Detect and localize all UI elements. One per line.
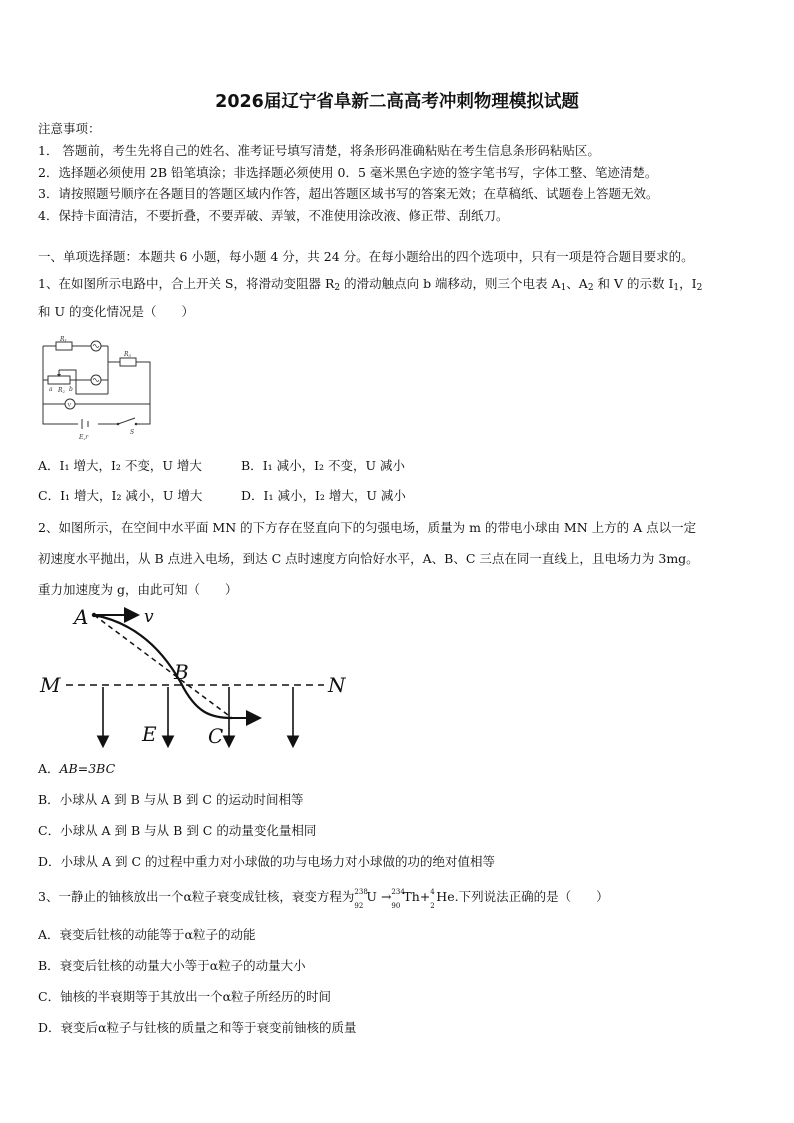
fig-label-a: a — [49, 386, 53, 393]
q3-stem: 3、一静止的铀核放出一个α粒子衰变成钍核，衰变方程为 238 92 U → 234 90 Th+ 4 2 He.下列说法正确的是（ ） — [38, 888, 609, 910]
page-title: 2026届辽宁省阜新二高高考冲刺物理模拟试题 — [215, 92, 579, 112]
q1-option-d[interactable]: D．I₁ 减小，I₂ 增大，U 减小 — [241, 488, 406, 503]
fig-label-E: E — [142, 722, 157, 746]
fig-label-r1: R1 — [60, 336, 68, 343]
fig-label-N: N — [328, 673, 346, 697]
fig-label-M: M — [40, 673, 61, 697]
fig-label-B: B — [174, 660, 189, 684]
q1-circuit-figure — [38, 332, 158, 444]
fig-label-r2: R2 — [58, 387, 66, 394]
q3-option-d[interactable]: D．衰变后α粒子与钍核的质量之和等于衰变前铀核的质量 — [38, 1020, 357, 1035]
q1-stem-line1: 1、在如图所示电路中，合上开关 S，将滑动变阻器 $R_2$ 的滑动触点向 b 端移动，则三个电表 $A_1$、$A_2$ 和 V 的示数 $I_1$，$I_2$ — [38, 276, 703, 293]
notice-item-2: 2．选择题必须使用 2B 铅笔填涂；非选择题必须使用 0．5 毫米黑色字迹的签字笔书写，字体工整、笔迹清楚。 — [38, 165, 658, 180]
notice-item-3: 3．请按照题号顺序在各题目的答题区域内作答，超出答题区域书写的答案无效；在草稿纸、试题卷上答题无效。 — [38, 186, 659, 201]
q1-stem-line2: 和 U 的变化情况是（ ） — [38, 304, 194, 319]
notice-item-4: 4．保持卡面清洁，不要折叠，不要弄破、弄皱，不准使用涂改液、修正带、刮纸刀。 — [38, 208, 509, 223]
notice-heading: 注意事项： — [38, 121, 101, 136]
fig-label-er: E,r — [79, 434, 89, 441]
q1-option-b[interactable]: B．I₁ 减小，I₂ 不变，U 减小 — [241, 458, 406, 473]
q1-option-a[interactable]: A．I₁ 增大，I₂ 不变，U 增大 — [38, 458, 202, 473]
q2-trajectory-figure — [36, 605, 356, 755]
q2-stem-line2: 初速度水平抛出，从 B 点进入电场，到达 C 点时速度方向恰好水平，A、B、C 三点在同一直线上，且电场力为 3mg。 — [38, 551, 699, 566]
fig-label-r3: R3 — [124, 351, 132, 358]
nuclide-uranium: 238 92 U — [354, 888, 377, 910]
q2-option-c[interactable]: C．小球从 A 到 B 与从 B 到 C 的动量变化量相同 — [38, 823, 317, 838]
fig-voltmeter-label: V — [67, 402, 72, 409]
q2-stem-line3: 重力加速度为 g，由此可知（ ） — [38, 582, 238, 597]
q1-option-c[interactable]: C．I₁ 增大，I₂ 减小，U 增大 — [38, 488, 203, 503]
q2-stem-line1: 2、如图所示，在空间中水平面 MN 的下方存在竖直向下的匀强电场，质量为 m 的带电小球由 MN 上方的 A 点以一定 — [38, 520, 697, 535]
fig-label-C: C — [208, 724, 224, 748]
nuclide-helium: 4 2 He — [430, 888, 455, 910]
fig-label-s: S — [130, 429, 135, 436]
q2-option-a[interactable]: A．AB=3BC — [38, 761, 116, 776]
notice-item-1: 1． 答题前，考生先将自己的姓名、准考证号填写清楚，将条形码准确粘贴在考生信息条形码粘贴区。 — [38, 143, 600, 158]
fig-label-A: A — [74, 605, 89, 629]
nuclide-thorium: 234 90 Th+ — [391, 888, 431, 910]
q3-option-a[interactable]: A．衰变后钍核的动能等于α粒子的动能 — [38, 927, 256, 942]
q3-option-c[interactable]: C．铀核的半衰期等于其放出一个α粒子所经历的时间 — [38, 989, 332, 1004]
q2-option-b[interactable]: B．小球从 A 到 B 与从 B 到 C 的运动时间相等 — [38, 792, 304, 807]
fig-label-b: b — [69, 386, 73, 393]
q3-option-b[interactable]: B．衰变后钍核的动量大小等于α粒子的动量大小 — [38, 958, 306, 973]
q2-option-d[interactable]: D．小球从 A 到 C 的过程中重力对小球做的功与电场力对小球做的功的绝对值相等 — [38, 854, 496, 869]
fig-label-v: v — [144, 607, 154, 627]
section-heading: 一、单项选择题：本题共 6 小题，每小题 4 分，共 24 分。在每小题给出的四个选项中，只有一项是符合题目要求的。 — [38, 249, 694, 264]
